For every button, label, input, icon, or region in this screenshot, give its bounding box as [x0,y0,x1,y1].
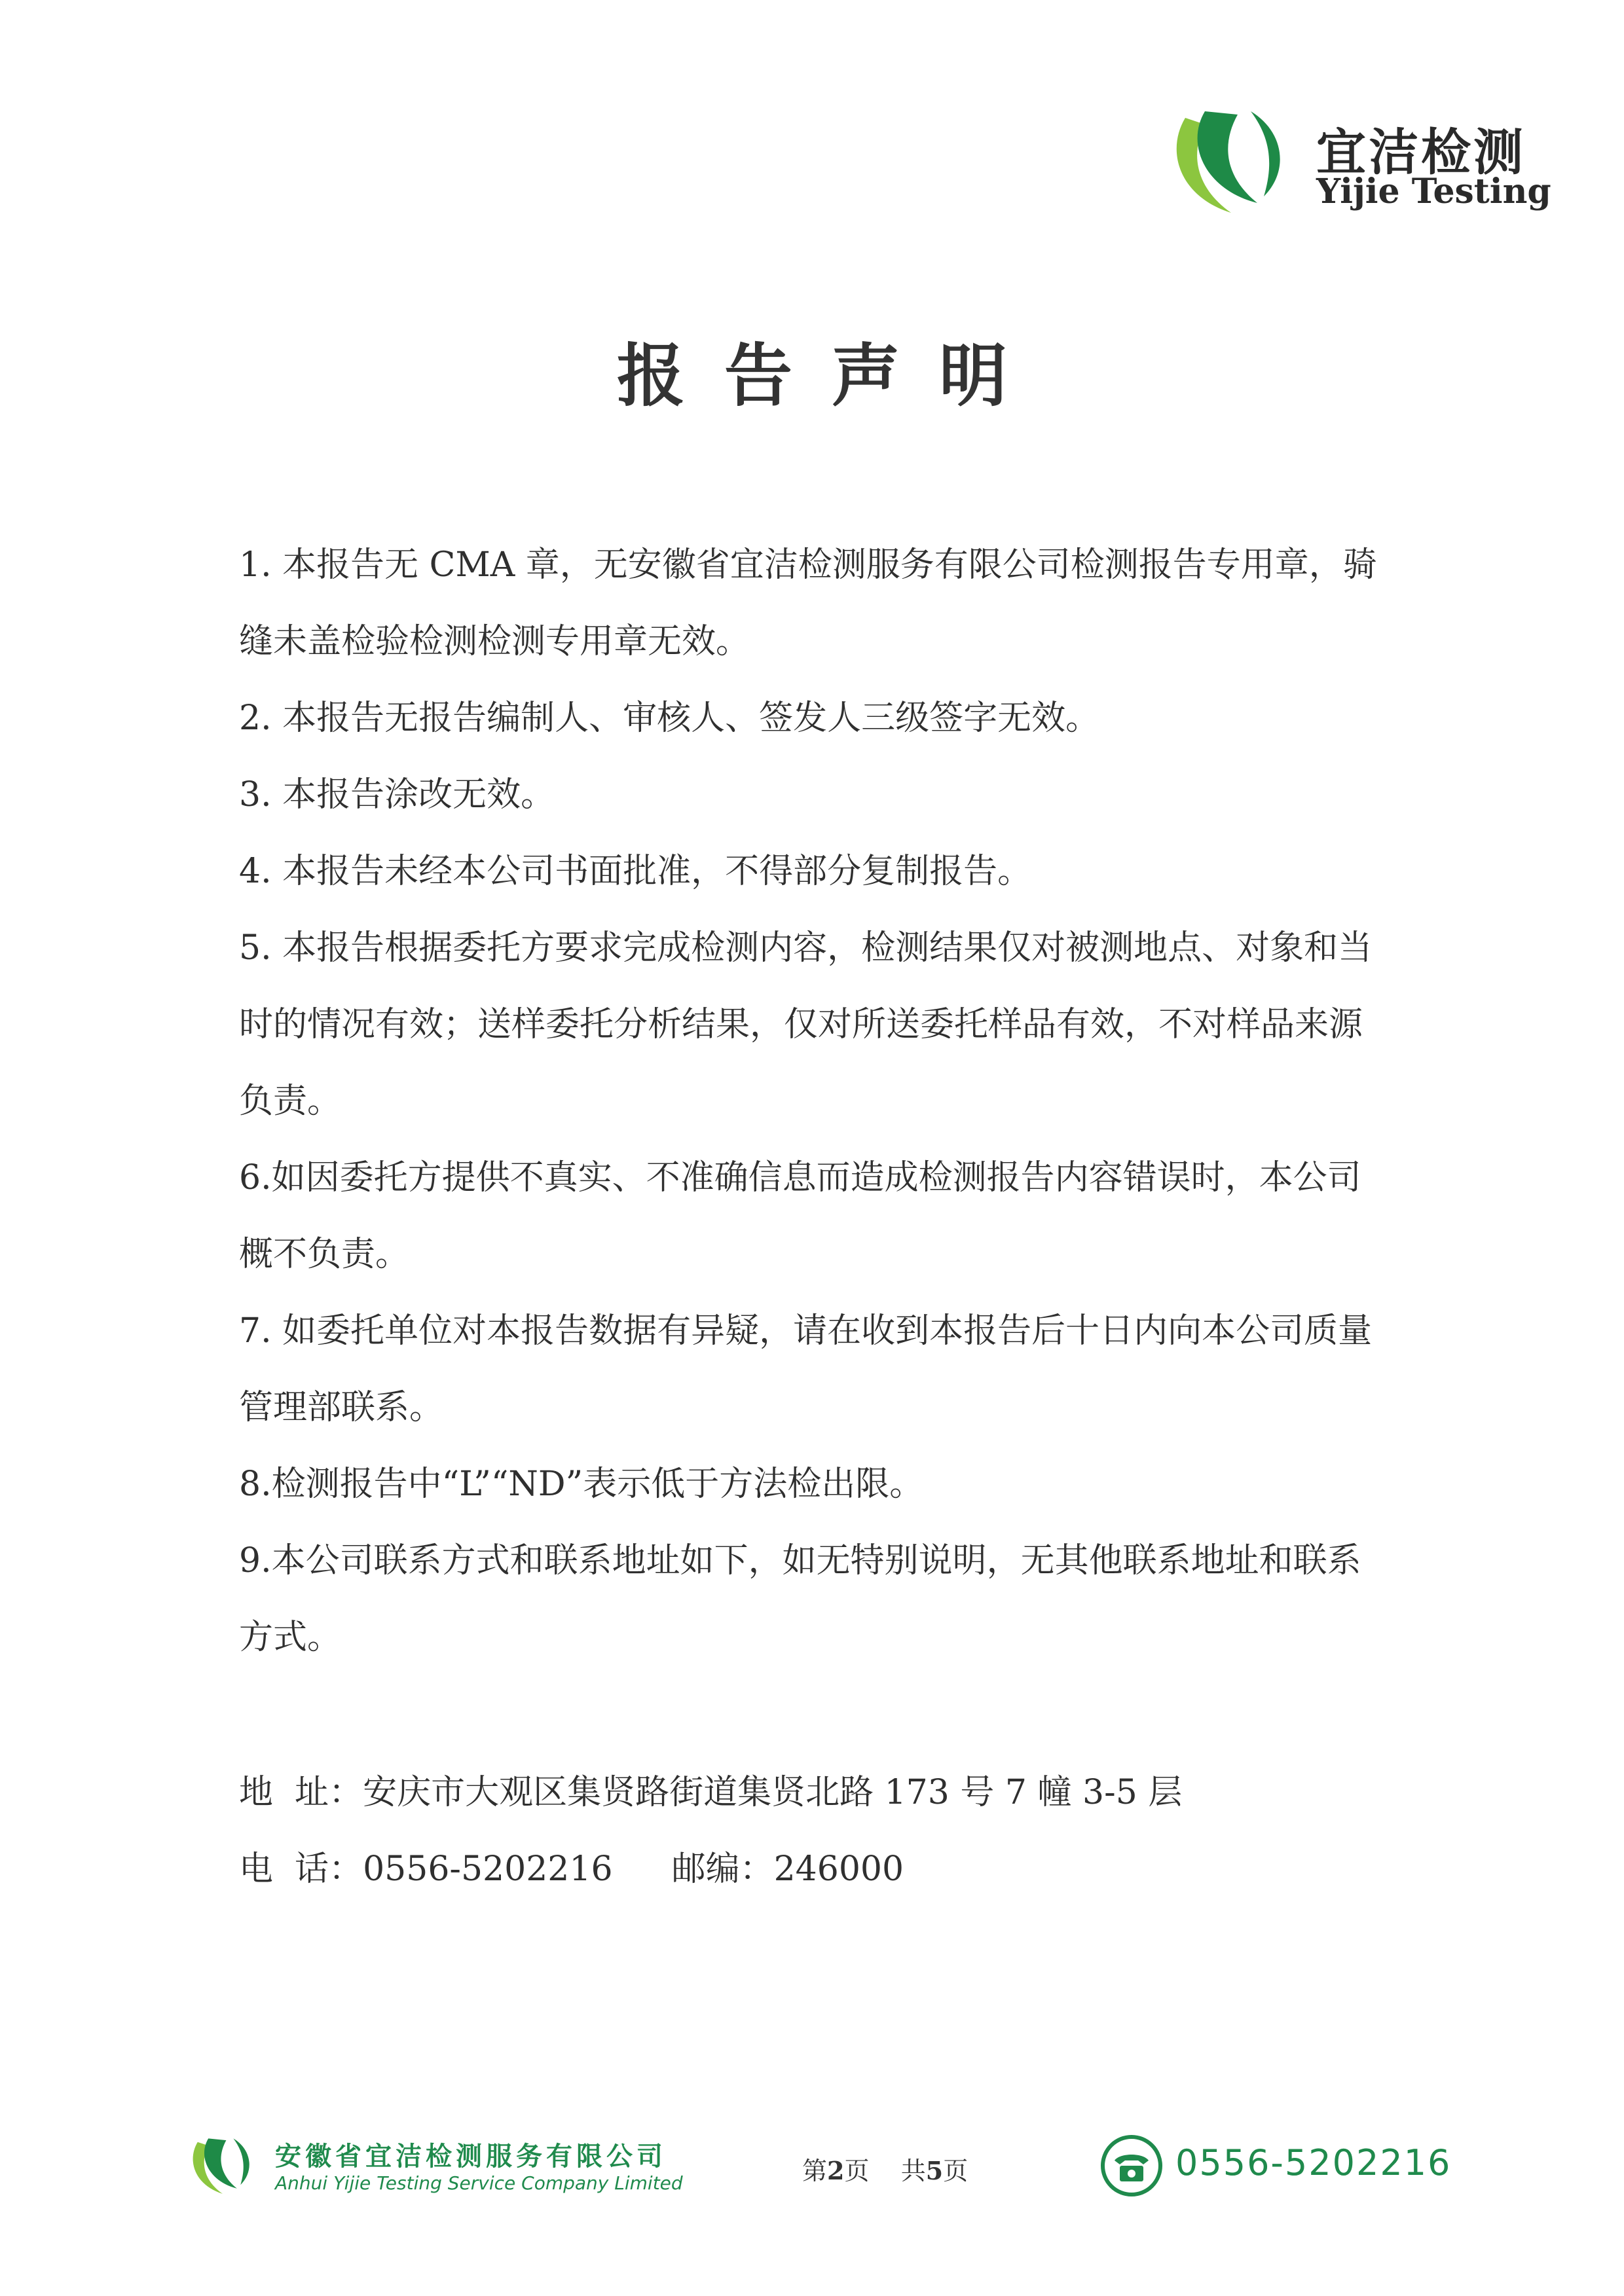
page-prefix: 第 [802,2157,828,2185]
statement-item: 4. 本报告未经本公司书面批准，不得部分复制报告。 [239,852,1032,891]
header-logo [1159,98,1551,229]
statement-item: 9.本公司联系方式和联系地址如下，如无特别说明，无其他联系地址和联系方式。 [239,1541,1361,1657]
statement-item: 5. 本报告根据委托方要求完成检测内容，检测结果仅对被测地点、对象和当时的情况有效；送样委托分析结果，仅对所送委托样品有效，不对样品来源负责。 [239,928,1373,1121]
statement-item: 3. 本报告涂改无效。 [239,775,555,814]
address-value: 安庆市大观区集贤路街道集贤北路 173 号 7 幢 3-5 层 [363,1773,1183,1812]
page-number [802,2151,968,2187]
page-mid: 页 共 [844,2157,926,2185]
page-footer [0,2115,1624,2219]
page-total: 5 [925,2156,944,2185]
address-label: 地 址： [239,1773,363,1812]
address-row [239,1755,1392,1831]
statement-item: 6.如因委托方提供不真实、不准确信息而造成检测报告内容错误时，本公司概不负责。 [239,1158,1361,1274]
footer-phone: 0556-5202216 [1175,2142,1452,2183]
postcode-value: 246000 [773,1850,904,1889]
leaf-swoosh-logo-icon [1159,98,1303,229]
brand-name-en: Yijie Testing [1316,172,1551,211]
phone-row [239,1831,1392,1908]
brand-name-cn: 宜洁检测 [1316,123,1526,181]
postcode-label: 邮编： [671,1850,774,1889]
contact-block [239,1755,1392,1908]
phone-value: 0556-5202216 [363,1850,613,1889]
page-suffix: 页 [943,2157,969,2185]
footer-logo-icon [183,2128,262,2206]
footer-company-cn: 安徽省宜洁检测服务有限公司 [275,2141,667,2172]
telephone-icon [1100,2134,1163,2197]
statement-list [239,527,1392,1676]
statement-item: 8.检测报告中“L”“ND”表示低于方法检出限。 [239,1465,924,1504]
statement-item: 2. 本报告无报告编制人、审核人、签发人三级签字无效。 [239,699,1100,738]
page-current: 2 [827,2156,845,2185]
footer-company-en: Anhui Yijie Testing Service Company Limited [275,2172,683,2194]
phone-label: 电 话： [239,1850,363,1889]
statement-item: 7. 如委托单位对本报告数据有异疑，请在收到本报告后十日内向本公司质量管理部联系。 [239,1311,1373,1427]
statement-item: 1. 本报告无 CMA 章，无安徽省宜洁检测服务有限公司检测报告专用章，骑缝未盖检验检测检测专用章无效。 [239,545,1377,661]
page-title: 报告声明 [616,335,1046,416]
